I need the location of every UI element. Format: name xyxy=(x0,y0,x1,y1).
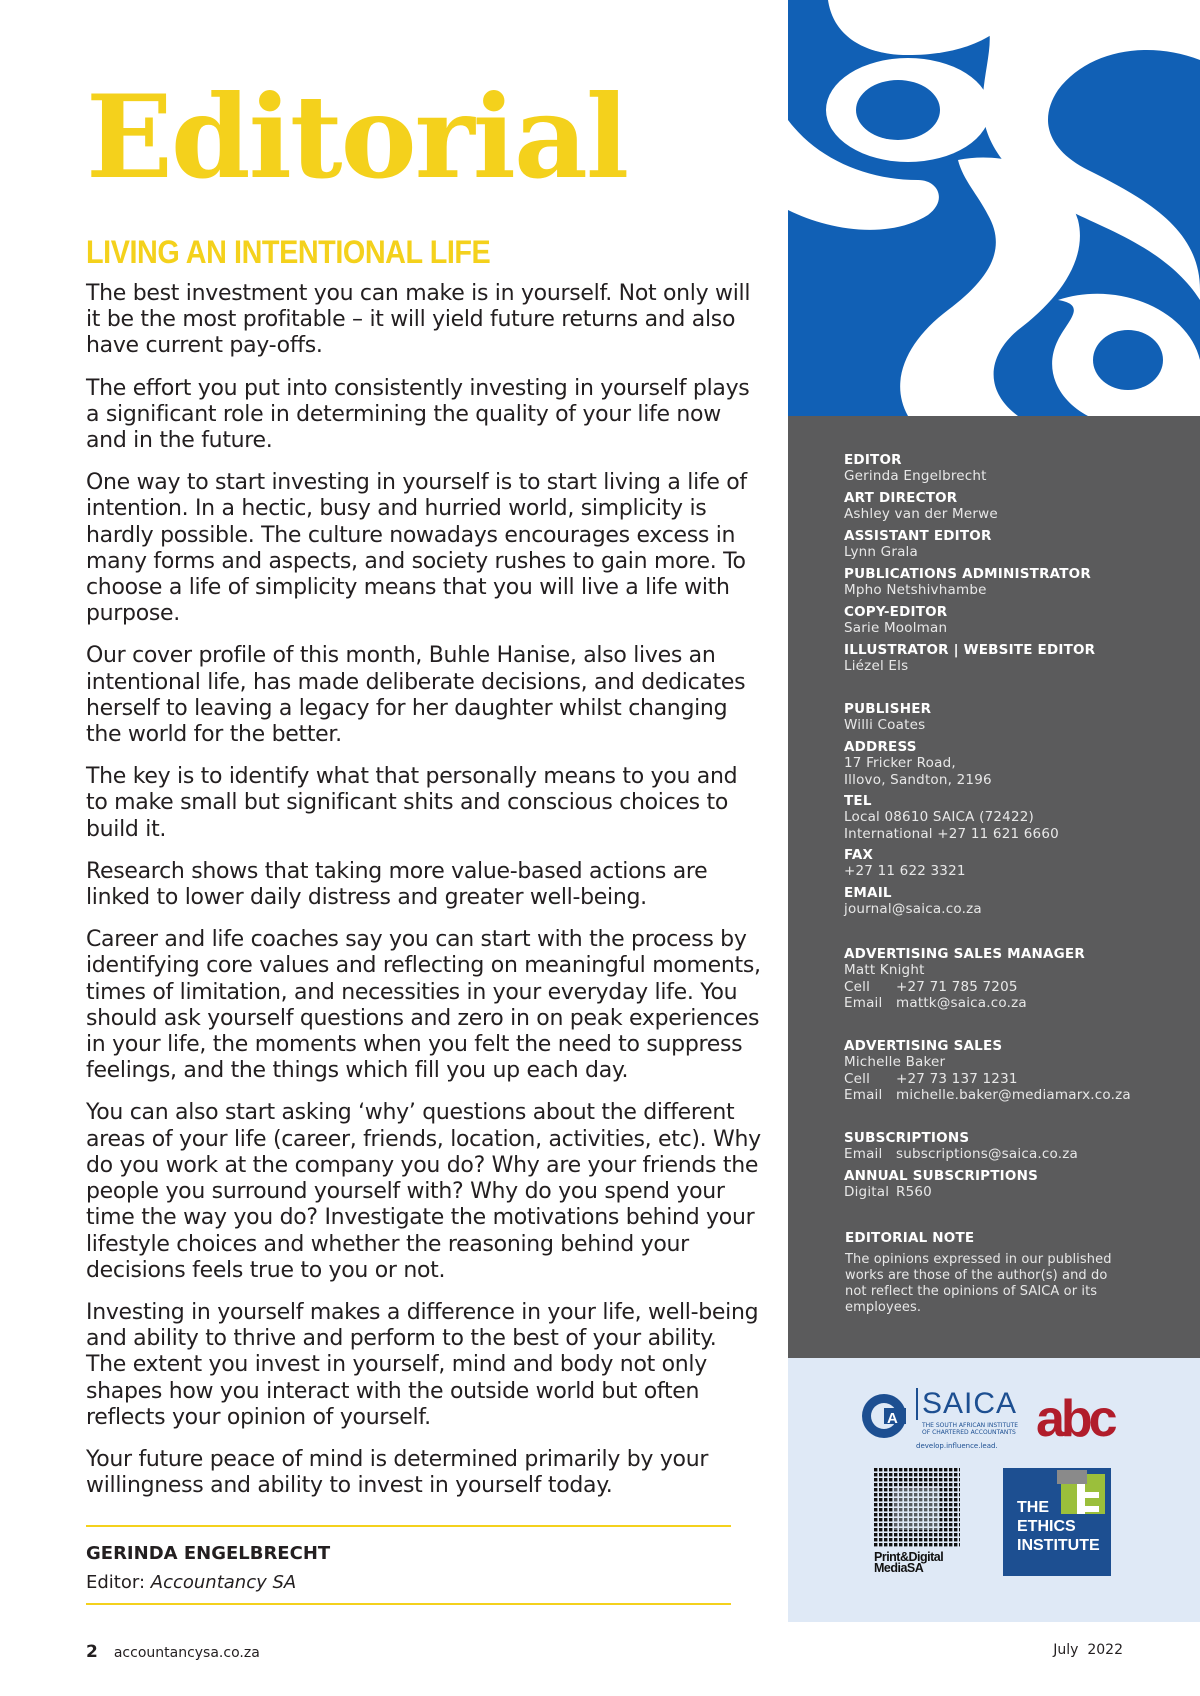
saica-logo: A SAICA THE SOUTH AFRICAN INSTITUTE OF CHARTERED ACCOUNTANTS develop.influence.lead. xyxy=(860,1388,1030,1450)
masthead-copy-editor: COPY-EDITOR Sarie Moolman xyxy=(844,604,948,636)
article-subhead: LIVING AN INTENTIONAL LIFE xyxy=(86,234,491,270)
signature-rule-top xyxy=(86,1525,731,1527)
paragraph-8: You can also start asking ‘why’ questions about the different areas of your life (career, friends, location, activities, etc). Why do you work at the company you do? Why are your friends the people you surround yourself with? Why do you spend your time the way you do? Investigate the motivations behind your lifestyle choices and whether the reasoning behind your decisions feels true to you or not. xyxy=(86,1100,761,1283)
page-number: 2 xyxy=(86,1642,98,1662)
paragraph-2: The effort you put into consistently investing in yourself plays a significant role in determining the quality of your life now and in the future. xyxy=(86,375,750,454)
paragraph-3: One way to start investing in yourself is to start living a life of intention. In a hectic, busy and hurried world, simplicity is hardly possible. The culture nowadays encourages excess in many forms and aspects, and society rushes to gain more. To choose a life of simplicity means that you will live a life with purpose. xyxy=(86,470,747,627)
masthead-address: ADDRESS 17 Fricker Road, Illovo, Sandton, 2196 xyxy=(844,739,992,788)
masthead-annual-subscriptions: ANNUAL SUBSCRIPTIONS Digital R560 xyxy=(844,1168,1038,1200)
paragraph-1: The best investment you can make is in yourself. Not only will it be the most profitable – it will yield future returns and also have current pay-offs. xyxy=(86,281,751,359)
asa-logo xyxy=(788,0,1200,416)
signature-role xyxy=(86,1572,731,1593)
masthead-publisher: PUBLISHER Willi Coates xyxy=(844,701,932,733)
saica-ca-icon xyxy=(860,1392,920,1440)
masthead-email: EMAIL journal@saica.co.za xyxy=(844,885,1194,918)
paragraph-5: The key is to identify what that personally means to you and to make small but significant shits and conscious choices to build it. xyxy=(86,764,738,842)
masthead-email-link[interactable]: journal@saica.co.za xyxy=(844,901,982,917)
footer-date: July 2022 xyxy=(1053,1642,1123,1658)
masthead-ad-sales: ADVERTISING SALES Michelle Baker Cell +27 73 137 1231 Email michelle.baker@mediamarx.co.za xyxy=(844,1038,1131,1103)
footer-left xyxy=(86,1642,260,1662)
partner-logos-panel xyxy=(788,1358,1200,1622)
paragraph-7: Career and life coaches say you can start with the process by identifying core values and reflecting on meaningful moments, times of limitation, and necessities in your everyday life. You should ask yourself questions and zero in on peak experiences in your life, the moments when you felt the need to suppress feelings, and the things which fill you up each day. xyxy=(86,927,761,1084)
signature-rule-bottom xyxy=(86,1603,731,1605)
svg-text:A: A xyxy=(887,1410,898,1427)
ad-manager-email-link[interactable]: mattk@saica.co.za xyxy=(896,995,1027,1011)
masthead-editorial-note: EDITORIAL NOTE The opinions expressed in our published works are those of the author(s) and do not reflect the opinions of SAICA or its employees. xyxy=(845,1230,1112,1315)
masthead-ad-manager: ADVERTISING SALES MANAGER Matt Knight Cell +27 71 785 7205 Email mattk@saica.co.za xyxy=(844,946,1085,1011)
subscriptions-email-link[interactable]: subscriptions@saica.co.za xyxy=(896,1146,1079,1162)
magazine-logo-panel xyxy=(788,0,1200,416)
sidebar xyxy=(788,0,1200,1622)
print-digital-media-sa-logo: Print&Digital MediaSA xyxy=(874,1468,960,1578)
paragraph-10: Your future peace of mind is determined primarily by your willingness and ability to invest in yourself today. xyxy=(86,1446,709,1499)
masthead-art-director: ART DIRECTOR Ashley van der Merwe xyxy=(844,490,998,522)
masthead-publications-administrator: PUBLICATIONS ADMINISTRATOR Mpho Netshivhambe xyxy=(844,566,1091,598)
abc-logo: abc xyxy=(1036,1390,1114,1448)
signature-publication: Accountancy SA xyxy=(150,1572,297,1593)
masthead-panel xyxy=(788,416,1200,1358)
masthead-illustrator: ILLUSTRATOR | WEBSITE EDITOR Liézel Els xyxy=(844,642,1096,674)
pdmsa-pattern-icon xyxy=(874,1468,960,1548)
masthead-tel: TEL Local 08610 SAICA (72422) International +27 11 621 6660 xyxy=(844,793,1059,842)
editorial-column xyxy=(86,72,761,1515)
signature-name: GERINDA ENGELBRECHT xyxy=(86,1543,331,1564)
ethics-institute-logo: THE ETHICS INSTITUTE xyxy=(1003,1468,1111,1576)
masthead-fax: FAX +27 11 622 3321 xyxy=(844,847,966,879)
signature-block xyxy=(86,1525,731,1605)
masthead-editor: EDITOR Gerinda Engelbrecht xyxy=(844,452,987,484)
paragraph-6: Research shows that taking more value-based actions are linked to lower daily distress and greater well-being. xyxy=(86,858,708,911)
footer-site-link[interactable]: accountancysa.co.za xyxy=(113,1645,260,1661)
paragraph-9: Investing in yourself makes a difference in your life, well-being and ability to thrive and perform to the best of your ability. The extent you invest in yourself, mind and body not only shapes how you interact with the outside world but often reflects your opinion of yourself. xyxy=(86,1299,759,1430)
paragraph-4: Our cover profile of this month, Buhle Hanise, also lives an intentional life, has made deliberate decisions, and dedicates herself to leaving a legacy for her daughter whilst changing the world for the better. xyxy=(86,643,746,748)
signature-role-prefix: Editor: xyxy=(86,1572,146,1593)
page-title: Editorial xyxy=(86,70,628,204)
ad-sales-email-link[interactable]: michelle.baker@mediamarx.co.za xyxy=(896,1087,1131,1103)
masthead-subscriptions: SUBSCRIPTIONS Email subscriptions@saica.co.za xyxy=(844,1130,1079,1162)
masthead-assistant-editor: ASSISTANT EDITOR Lynn Grala xyxy=(844,528,992,560)
